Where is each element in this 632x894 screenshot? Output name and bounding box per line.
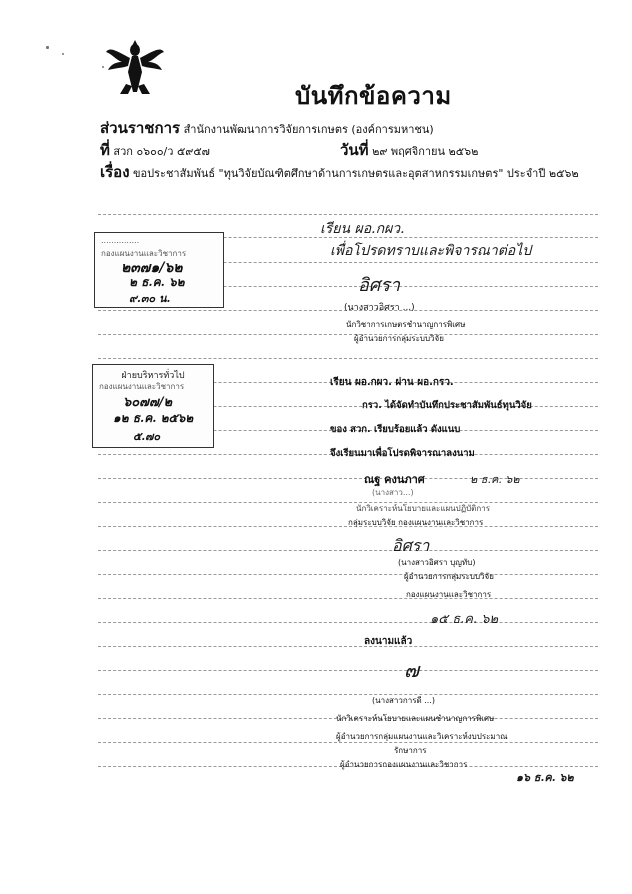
signer-position: นักวิเคราะห์นโยบายและแผนปฏิบัติการ [356,504,490,513]
signature: ๗ [404,658,420,682]
ruled-line [98,478,598,479]
receipt-stamp [92,364,214,448]
signer-name: (นางสาวการดี ...) [372,696,435,705]
signature-date: ๑๕ ธ.ค. ๖๒ [430,612,499,627]
minute-salutation: เรียน ผอ.กผว. ผ่าน ผอ.กรว. [330,377,454,388]
minute-body: เพื่อโปรดทราบและพิจารณาต่อไป [330,243,532,259]
minute-instruction: ลงนามแล้ว [364,636,413,647]
date-row [340,138,478,162]
signer-division: กองแผนงานและวิชาการ [406,590,492,599]
ruled-line [98,670,598,671]
minute-line: กรว. ได้จัดทำบันทึกประชาสัมพันธ์ทุนวิจัย [362,400,532,411]
stamp-time: ๙.๓๐ น. [129,292,171,305]
scan-speck [46,46,49,49]
reference-row [100,138,210,162]
agency-value: สำนักงานพัฒนาการวิจัยการเกษตร (องค์การมหาชน) [183,123,434,136]
receipt-stamp [94,232,224,308]
signer-name: (นางสาวอิศรา บุญทับ) [398,558,476,567]
signer-role: ผู้อำนวยการกลุ่มระบบวิจัย [404,572,494,581]
signer-name: (นางสาว...) [372,488,414,497]
signer-name: (นางสาวอิศรา ...) [344,303,415,313]
ruled-line [98,502,598,503]
scan-speck [62,53,64,55]
stamp-office: กองแผนงานและวิชาการ [101,249,187,258]
stamp-office: กองแผนงานและวิชาการ [99,382,185,391]
garuda-emblem [104,38,166,98]
ruled-line [98,574,598,575]
signature: อิศรา [358,275,401,296]
signature: อิศรา [392,536,430,555]
signature: ณฐ คงนภาศ [364,473,425,486]
stamp-number: ๒๓๗๑/๖๒ [121,260,183,276]
signature-date: ๑๖ ธ.ค. ๖๒ [516,771,574,784]
ruled-line [98,622,598,623]
signature-date: ๒ ธ.ค. ๖๒ [470,473,520,486]
minute-salutation: เรียน ผอ.กผว. [320,221,405,237]
ruled-line [98,694,598,695]
minute-line: ของ สวก. เรียบร้อยแล้ว ดังแนบ [330,424,461,435]
subject-value: ขอประชาสัมพันธ์ "ทุนวิจัยบัณฑิตศึกษาด้านการเกษตรและอุตสาหกรรมเกษตร" ประจำปี ๒๕๖๒ [133,167,579,180]
date-value: ๒๙ พฤศจิกายน ๒๕๖๒ [372,145,479,158]
signer-role: กลุ่มระบบวิจัย กองแผนงานและวิชาการ [348,518,484,527]
ruled-line [98,358,598,359]
ruled-line [98,550,598,551]
agency-row [100,116,434,140]
subject-row [100,160,579,184]
stamp-title: ฝ่ายบริหารทั่วไป [121,371,185,381]
scan-speck [102,66,104,68]
stamp-date: ๑๒ ธ.ค. ๒๕๖๒ [113,411,194,425]
stamp-number: ๖๐๗๗/๒ [123,395,173,410]
signer-role: ผู้อำนวยการกลุ่มแผนงานและวิเคราะห์งบประมาณ [336,732,508,741]
date-label: วันที่ [340,141,369,159]
stamp-date: ๒ ธ.ค. ๖๒ [129,275,185,289]
signer-position: นักวิเคราะห์นโยบายและแผนชำนาญการพิเศษ [336,714,495,723]
reference-label: ที่ [100,141,110,159]
subject-label: เรื่อง [100,163,130,181]
ruled-line [98,334,598,335]
signer-acting: รักษาการ [394,746,427,755]
ruled-line [98,646,598,647]
stamp-line: ............... [101,236,140,245]
reference-value: สวก ๐๖๐๐/ว ๕๙๕๗ [113,145,210,158]
signer-position: นักวิชาการเกษตรชำนาญการพิเศษ [346,320,466,329]
document-title: บันทึกข้อความ [295,82,452,110]
agency-label: ส่วนราชการ [100,119,181,137]
signer-acting-role: ผู้อำนวยการกองแผนงานและวิชาการ [340,760,468,769]
ruled-line [98,214,598,215]
ruled-line [98,598,598,599]
minute-line: จึงเรียนมาเพื่อโปรดพิจารณาลงนาม [330,448,475,459]
stamp-time: ๕.๗๐ [133,430,161,443]
signer-role: ผู้อำนวยการกลุ่มระบบวิจัย [354,334,444,343]
